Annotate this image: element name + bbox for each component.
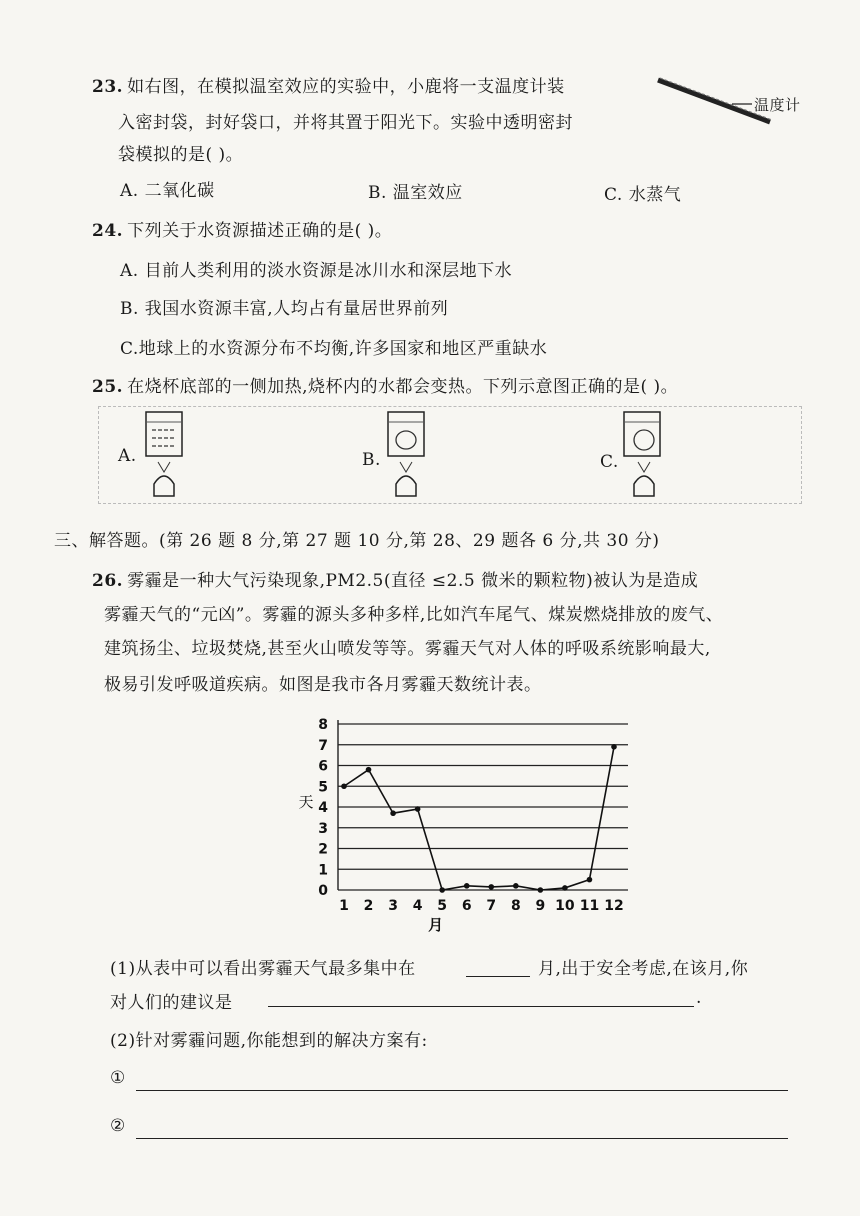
- y-tick-label: 2: [318, 841, 328, 858]
- thermometer-label: 温度计: [754, 96, 801, 114]
- x-tick-label: 12: [604, 898, 624, 914]
- q25-number: 25.: [92, 377, 124, 397]
- q23-line1: [92, 72, 565, 97]
- y-tick-label: 0: [318, 883, 328, 899]
- y-tick-label: 8: [318, 717, 328, 733]
- q23-number: 23.: [92, 77, 124, 97]
- x-tick-label: 10: [555, 898, 575, 914]
- data-point: [562, 885, 568, 891]
- y-tick-label: 7: [318, 737, 328, 754]
- q23-option-b: B. 温室效应: [368, 183, 463, 203]
- y-tick-label: 6: [318, 758, 328, 775]
- smog-days-line-chart: [290, 712, 650, 934]
- q26-number: 26.: [92, 571, 124, 591]
- x-tick-label: 9: [535, 898, 546, 914]
- q23-line3: 袋模拟的是( )。: [118, 145, 244, 165]
- q26-para-line3: 建筑扬尘、垃圾焚烧,甚至火山喷发等等。雾霾天气对人体的呼吸系统影响最大,: [104, 639, 711, 659]
- x-tick-label: 4: [412, 898, 423, 914]
- q25-option-a-label: A.: [118, 446, 137, 466]
- q26-para-line1: [92, 566, 698, 591]
- data-point: [464, 883, 470, 889]
- q26-para-text1: 雾霾是一种大气污染现象,PM2.5(直径 ≤2.5 微米的颗粒物)被认为是造成: [127, 571, 699, 591]
- data-point: [341, 783, 347, 789]
- x-tick-label: 3: [388, 898, 398, 914]
- data-point: [390, 810, 396, 816]
- data-point: [415, 806, 421, 812]
- data-point: [488, 884, 494, 890]
- q26-para-line4: 极易引发呼吸道疾病。如图是我市各月雾霾天数统计表。: [104, 675, 542, 695]
- x-tick-label: 8: [510, 898, 521, 914]
- x-tick-label: 2: [363, 898, 374, 914]
- y-tick-label: 4: [318, 800, 328, 816]
- thermometer-figure: [652, 74, 842, 134]
- y-tick-label: 5: [318, 779, 328, 796]
- data-point: [538, 887, 544, 893]
- data-point: [439, 887, 445, 893]
- solution-answer-blank-2[interactable]: [136, 1138, 788, 1139]
- q26-sub1-c: 对人们的建议是: [110, 993, 233, 1013]
- data-point: [366, 767, 372, 773]
- x-tick-label: 7: [486, 898, 497, 914]
- y-tick-label: 3: [318, 820, 328, 837]
- beaker-diagram-a: [138, 410, 188, 502]
- q24-stem: 下列关于水资源描述正确的是( )。: [127, 221, 393, 241]
- x-axis-label: 月: [428, 916, 444, 934]
- q23-option-c: C. 水蒸气: [604, 185, 682, 205]
- q26-sub1-b: 月,出于安全考虑,在该月,你: [538, 959, 749, 979]
- x-tick-label: 5: [437, 898, 448, 914]
- x-tick-label: 1: [339, 898, 349, 914]
- q24-option-b: B. 我国水资源丰富,人均占有量居世界前列: [120, 299, 449, 319]
- q23-text1: 如右图，在模拟温室效应的实验中，小鹿将一支温度计装: [127, 77, 565, 97]
- q24-stem-line: [92, 216, 392, 241]
- q25-option-c-label: C.: [600, 452, 619, 472]
- data-point: [611, 744, 617, 750]
- x-tick-label: 11: [579, 898, 600, 914]
- blank-mark-1: ①: [110, 1068, 126, 1088]
- q26-para-line2: 雾霾天气的“元凶”。雾霾的源头多种多样,比如汽车尾气、煤炭燃烧排放的废气、: [104, 605, 724, 625]
- section3-heading: 三、解答题。(第 26 题 8 分,第 27 题 10 分,第 28、29 题各 6 分,共 30 分): [54, 531, 660, 551]
- q26-sub2: (2)针对雾霾问题,你能想到的解决方案有:: [110, 1031, 428, 1051]
- data-point: [587, 877, 593, 883]
- data-point: [513, 883, 519, 889]
- q23-line2: 入密封袋，封好袋口，并将其置于阳光下。实验中透明密封: [118, 113, 573, 133]
- q25-figure-box: [98, 406, 802, 504]
- q25-stem-line: [92, 372, 678, 397]
- q24-option-c: C.地球上的水资源分布不均衡,许多国家和地区严重缺水: [120, 339, 548, 359]
- y-axis-label: 天: [298, 793, 314, 811]
- beaker-diagram-b: [380, 410, 430, 502]
- q24-number: 24.: [92, 221, 124, 241]
- suggestion-answer-blank[interactable]: [268, 1006, 694, 1007]
- q25-stem: 在烧杯底部的一侧加热,烧杯内的水都会变热。下列示意图正确的是( )。: [127, 377, 679, 397]
- q23-option-a: A. 二氧化碳: [120, 181, 215, 201]
- beaker-diagram-c: [616, 410, 666, 502]
- blank-mark-2: ②: [110, 1116, 126, 1136]
- y-tick-label: 1: [318, 862, 328, 879]
- solution-answer-blank-1[interactable]: [136, 1090, 788, 1091]
- period-mark: .: [696, 988, 702, 1008]
- q24-option-a: A. 目前人类利用的淡水资源是冰川水和深层地下水: [120, 261, 513, 281]
- series-line: [344, 747, 614, 890]
- q25-option-b-label: B.: [362, 450, 381, 470]
- month-answer-blank[interactable]: [466, 976, 530, 977]
- x-tick-label: 6: [461, 898, 472, 914]
- q26-sub1-a: (1)从表中可以看出雾霾天气最多集中在: [110, 959, 416, 979]
